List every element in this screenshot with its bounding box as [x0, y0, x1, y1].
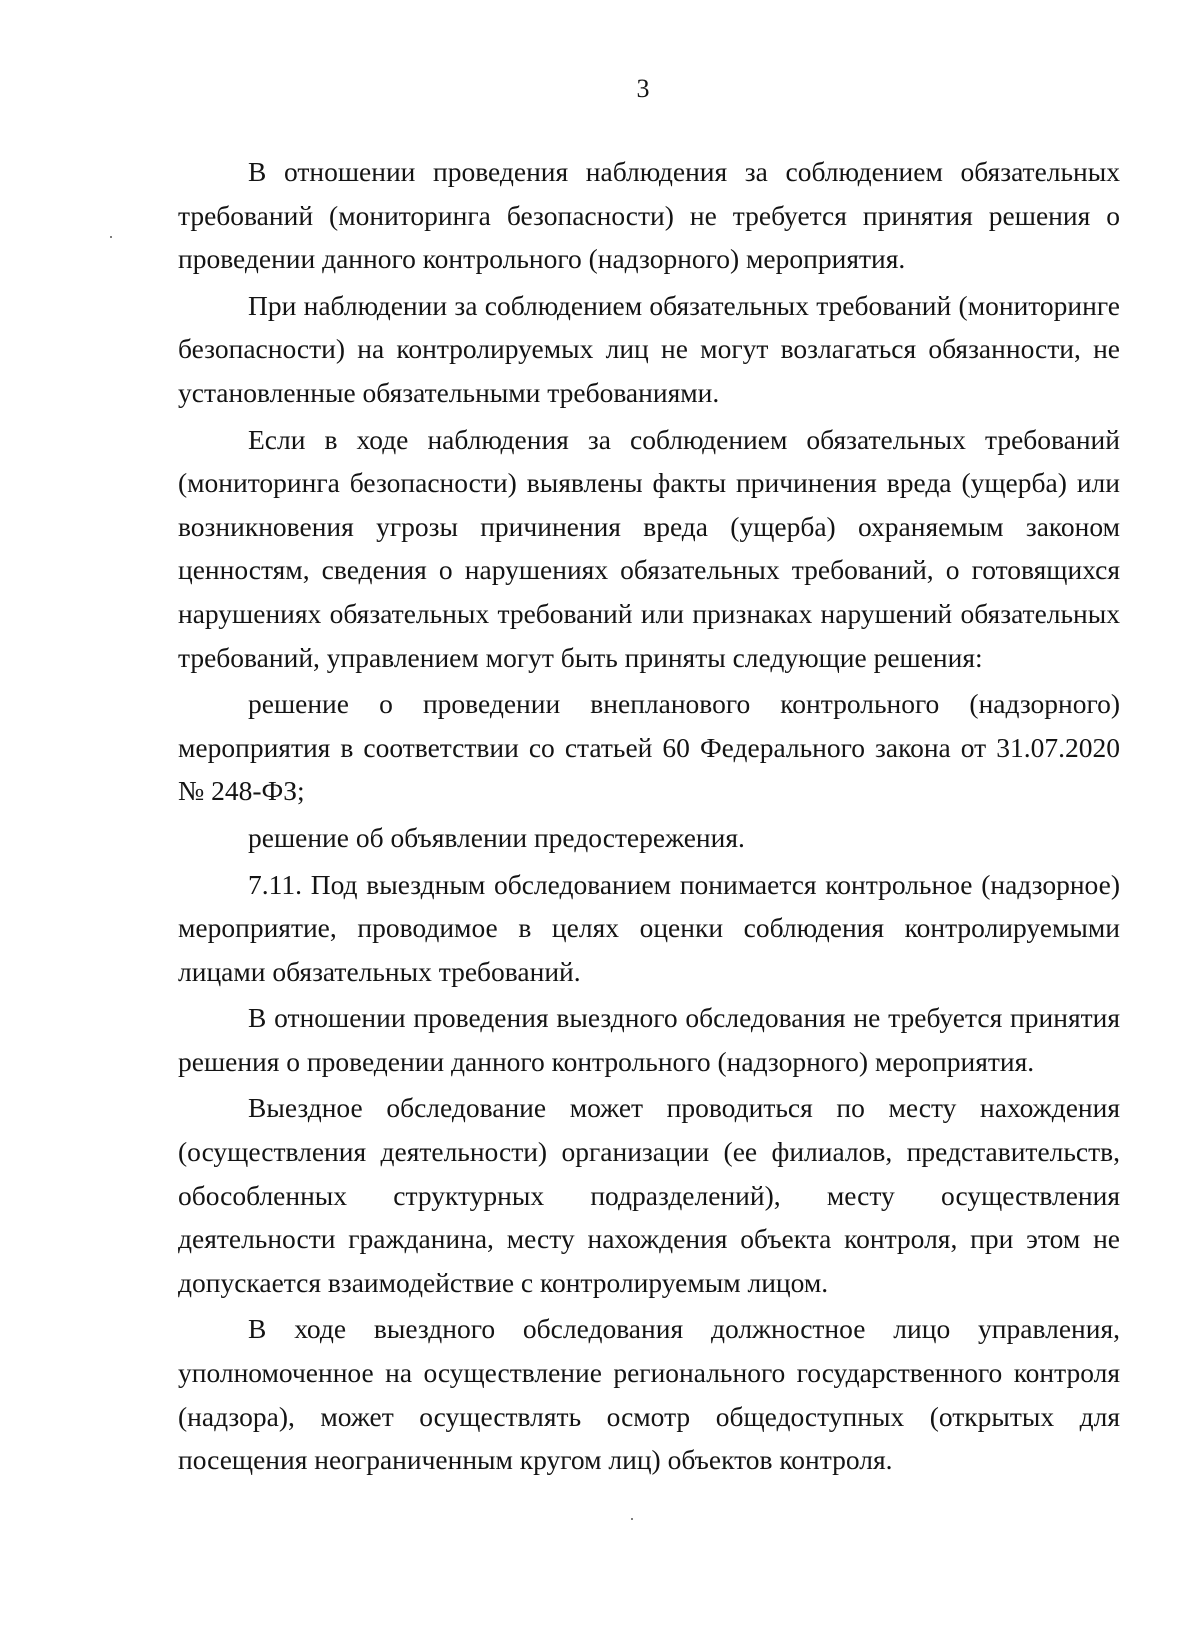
- paragraph-no-extra-obligations: При наблюдении за соблюдением обязательных требований (мониторинге безопасности) на контролируемых лиц не могут возлагаться обязанности, не установленные обязательными требованиями.: [178, 289, 1120, 408]
- document-body: [178, 150, 1120, 1482]
- paragraph-7-11-field-survey: 7.11. Под выездным обследованием понимается контрольное (надзорное) мероприятие, проводимое в целях оценки соблюдения контролируемыми лицами обязательных требований.: [178, 868, 1120, 987]
- paragraph-field-survey-inspection: В ходе выездного обследования должностное лицо управления, уполномоченное на осуществление регионального государственного контроля (надзора), может осуществлять осмотр общедоступных (открытых для посещения неограниченным кругом лиц) объектов контроля.: [178, 1313, 1120, 1476]
- paragraph-decision-warning: решение об объявлении предостережения.: [248, 821, 745, 853]
- page-number: 3: [636, 74, 650, 103]
- paragraph-monitoring-no-decision: В отношении проведения наблюдения за соблюдением обязательных требований (мониторинга безопасности) не требуется принятия решения о проведении данного контрольного (надзорного) мероприятия.: [178, 156, 1120, 275]
- paragraph-decision-unscheduled-inspection: решение о проведении внепланового контрольного (надзорного) мероприятия в соответствии со статьей 60 Федерального закона от 31.07.2020 № 248-ФЗ;: [178, 688, 1120, 807]
- paragraph-field-survey-location: Выездное обследование может проводиться по месту нахождения (осуществления деятельности) организации (ее филиалов, представительств, обособленных структурных подразделений), месту осуществления деятельности гражданина, месту нахождения объекта контроля, при этом не допускается взаимодействие с контролируемым лицом.: [178, 1092, 1120, 1298]
- scan-speck: [631, 1518, 633, 1520]
- scan-speck: [110, 236, 112, 238]
- paragraph-decisions-on-violations: Если в ходе наблюдения за соблюдением обязательных требований (мониторинга безопасности) выявлены факты причинения вреда (ущерба) или возникновения угрозы причинения вреда (ущерба) охраняемым законом ценностям, сведения о нарушениях обязательных требований, о готовящихся нарушениях обязательных требований или признаках нарушений обязательных требований, управлением могут быть приняты следующие решения:: [178, 423, 1120, 673]
- paragraph-field-survey-no-decision: В отношении проведения выездного обследования не требуется принятия решения о проведении данного контрольного (надзорного) мероприятия.: [178, 1002, 1120, 1077]
